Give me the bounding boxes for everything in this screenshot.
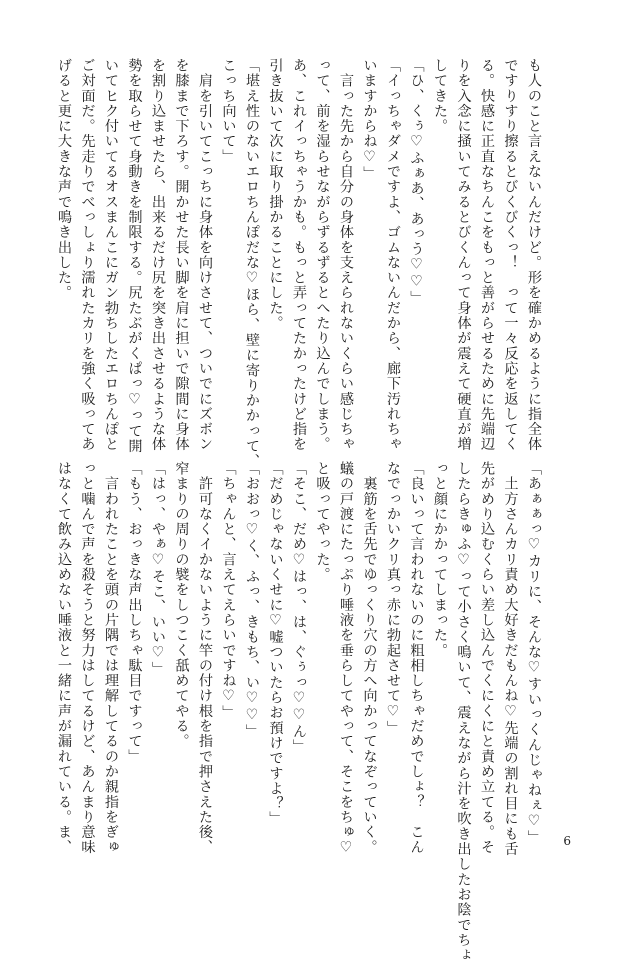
text-line: 言われたことを頭の片隅では理解してるのか親指をぎゅ: [103, 461, 119, 855]
text-line: こっち向いて」: [220, 58, 237, 165]
text-line: を割り込ませたら、出来るだけ尻を突き出させるような体: [150, 58, 166, 452]
text-line: 蟻の戸渡にたっぷり唾液を垂らしてやって、そこをちゅ♡: [338, 461, 354, 857]
text-line: いてヒク付いてるオスまんこにガン勃ちしたエロちんぽと: [103, 58, 119, 452]
text-line: 「ちゃんと、言えてえらいですね♡」: [220, 461, 237, 721]
text-line: 「あぁぁっ♡カリに、そんな♡すいっくんじゃねぇ♡」: [526, 461, 542, 846]
text-line: 裏筋を舌先でゆっくり穴の方へ向かってなぞっていく。: [361, 461, 378, 855]
text-line: 窄まりの周りの襞をしつこく舐めてやる。: [173, 461, 190, 749]
text-line: なでっかいクリ真っ赤に勃起させて♡」: [385, 461, 401, 736]
text-line: 「堪え性のないエロちんぽだな♡ほら、壁に寄りかかって、: [244, 58, 260, 469]
text-line: っと噛んで声を殺そうと努力はしてるけど、あんまり意味: [79, 461, 96, 855]
text-line: っと顔にかかってしまった。: [432, 461, 448, 658]
text-line: 言った先から自分の身体を支えられないくらい感じちゃ: [338, 58, 354, 452]
text-line: げると更に大きな声で鳴き出した。: [56, 58, 72, 301]
text-line: 「はっ、やぁ♡そこ、いい♡」: [150, 461, 166, 677]
text-line: 「だめじゃないくせに♡嘘ついたらお預けですよ？」: [267, 461, 284, 827]
text-block-top: [56, 58, 545, 469]
text-line: してきた。: [432, 58, 448, 134]
text-line: 許可なくイかないように竿の付け根を指で押さえた後、: [197, 461, 213, 855]
text-line: と吸ってやった。: [314, 461, 331, 583]
text-line: 「イっちゃダメですよ、ゴムないんだから、廊下汚れちゃ: [385, 58, 401, 452]
text-line: る。快感に正直なちんこをもっと善がらせるために先端辺: [479, 58, 495, 452]
text-line: りを入念に掻いてみるとびくんって身体が震えて硬直が増: [455, 58, 472, 452]
text-line: 「もう、おっきな声出しちゃ駄目ですって」: [126, 461, 143, 764]
text-line: ご対面だ。先走りでべっしょり濡れたカリを強く吸ってあ: [79, 58, 96, 452]
text-line: 勢を取らせて身動きを制限する。尻たぶがくぱっ♡って開: [126, 58, 143, 454]
text-line: はなくて飲み込めない唾液と一緒に声が漏れている。ま、: [56, 461, 72, 855]
text-line: も人のこと言えないんだけど。形を確かめるように指全体: [526, 58, 542, 452]
text-line: 土方さんカリ責め大好きだもんね♡先端の割れ目にも舌: [502, 461, 519, 857]
text-line: したらきゅふ♡って小さく鳴いて、震えながら汁を吹き出したお陰でちょ: [455, 461, 472, 963]
text-line: いますからね♡」: [361, 58, 378, 181]
text-block-bottom: [56, 461, 545, 963]
text-line: 「良いって言われないのに粗相しちゃだめでしょ？ こん: [408, 461, 425, 855]
text-line: を膝まで下ろす。開かせた長い脚を肩に担いで隙間に身体: [173, 58, 190, 452]
text-line: 先がめり込むくらい差し込んでくにくにと責め立てる。そ: [479, 461, 495, 855]
text-line: ですりすり擦るとびくびくっ！ って一々反応を返してく: [502, 58, 519, 452]
text-line: 「ひ、くぅ♡ふぁあ、あっう♡♡」: [408, 58, 425, 306]
text-line: 肩を引いてこっちに身体を向けさせて、ついでにズボン: [197, 58, 213, 452]
text-line: って、前を湿らせながらずるずるとへたり込んでしまう。: [314, 58, 331, 452]
page-number: 6: [563, 834, 571, 848]
text-line: 引き抜いて次に取り掛かることにした。: [267, 58, 284, 331]
text-line: 「そこ、だめ♡はっ、は、ぐぅっ♡♡ん」: [291, 461, 307, 755]
text-line: 「おおっ♡く、ふっ、きもち、い♡♡」: [244, 461, 260, 740]
text-line: あ、これイっちゃうかも。もっと弄ってたかったけど指を: [291, 58, 307, 452]
